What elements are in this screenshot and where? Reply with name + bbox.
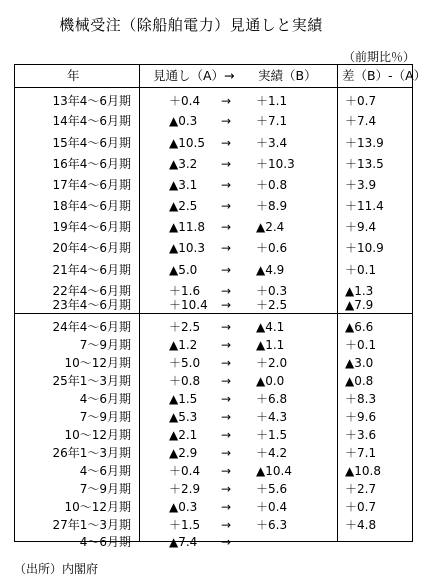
diff-cell: ＋7.4 [345, 114, 377, 128]
diff-cell: ＋13.9 [345, 136, 384, 150]
actual-cell: ＋1.5 [256, 428, 288, 442]
forecast-cell: ▲10.3 [169, 241, 205, 255]
actual-cell: ＋0.4 [256, 500, 288, 514]
forecast-cell: ▲0.3 [169, 500, 198, 514]
forecast-cell: ▲1.5 [169, 392, 198, 406]
diff-cell: ▲3.0 [345, 356, 374, 370]
actual-cell: ＋4.3 [256, 410, 288, 424]
header-year: 年 [67, 68, 80, 83]
arrow-cell: → [221, 157, 232, 171]
arrow-cell: → [221, 320, 232, 334]
diff-cell: ＋0.7 [345, 500, 377, 514]
forecast-cell: ▲11.8 [169, 220, 205, 234]
diff-cell: ▲10.8 [345, 464, 381, 478]
diff-cell: ＋8.3 [345, 392, 377, 406]
period-cell: 4～6月期 [79, 535, 131, 549]
forecast-cell: ＋0.4 [169, 94, 201, 108]
period-cell: 10～12月期 [64, 500, 131, 514]
actual-cell: ＋0.6 [256, 241, 288, 255]
arrow-cell: → [221, 220, 232, 234]
period-cell: 16年4～6月期 [52, 157, 131, 171]
forecast-cell: ▲2.1 [169, 428, 198, 442]
arrow-cell: → [221, 482, 232, 496]
forecast-cell: ▲1.2 [169, 338, 198, 352]
diff-cell: ▲6.6 [345, 320, 374, 334]
period-cell: 4～6月期 [79, 464, 131, 478]
arrow-cell: → [221, 535, 232, 549]
period-cell: 7～9月期 [79, 410, 131, 424]
actual-cell: ＋4.2 [256, 446, 288, 460]
forecast-cell: ＋2.9 [169, 482, 201, 496]
header-arrow: → [224, 68, 235, 83]
forecast-cell: ＋1.6 [169, 284, 201, 298]
period-cell: 7～9月期 [79, 338, 131, 352]
arrow-cell: → [221, 178, 232, 192]
period-cell: 18年4～6月期 [52, 199, 131, 213]
forecast-cell: ▲0.3 [169, 114, 198, 128]
arrow-cell: → [221, 94, 232, 108]
arrow-cell: → [221, 518, 232, 532]
actual-cell: ＋2.0 [256, 356, 288, 370]
period-cell: 14年4～6月期 [52, 114, 131, 128]
diff-cell: ＋3.6 [345, 428, 377, 442]
arrow-cell: → [221, 392, 232, 406]
forecast-cell: ▲3.1 [169, 178, 198, 192]
arrow-cell: → [221, 114, 232, 128]
forecast-cell: ▲5.0 [169, 263, 198, 277]
diff-cell: ▲0.8 [345, 374, 374, 388]
header-diff: 差（B）-（A） [342, 68, 427, 83]
arrow-cell: → [221, 241, 232, 255]
actual-cell: ＋5.6 [256, 482, 288, 496]
forecast-cell: ＋10.4 [169, 298, 208, 312]
section-divider [15, 313, 412, 314]
arrow-cell: → [221, 199, 232, 213]
forecast-cell: ▲5.3 [169, 410, 198, 424]
actual-cell: ＋1.1 [256, 94, 288, 108]
actual-cell: ▲2.4 [256, 220, 285, 234]
period-cell: 10～12月期 [64, 428, 131, 442]
actual-cell: ＋0.3 [256, 284, 288, 298]
forecast-cell: ＋2.5 [169, 320, 201, 334]
actual-cell: ＋6.3 [256, 518, 288, 532]
arrow-cell: → [221, 374, 232, 388]
period-cell: 25年1～3月期 [52, 374, 131, 388]
period-cell: 15年4～6月期 [52, 136, 131, 150]
diff-cell: ＋4.8 [345, 518, 377, 532]
actual-cell: ▲4.9 [256, 263, 285, 277]
actual-cell: ▲1.1 [256, 338, 285, 352]
forecast-cell: ＋1.5 [169, 518, 201, 532]
header-divider [15, 87, 412, 88]
arrow-cell: → [221, 298, 232, 312]
arrow-cell: → [221, 136, 232, 150]
forecast-cell: ＋0.4 [169, 464, 201, 478]
arrow-cell: → [221, 428, 232, 442]
actual-cell: ▲0.0 [256, 374, 285, 388]
period-cell: 21年4～6月期 [52, 263, 131, 277]
forecast-cell: ＋5.0 [169, 356, 201, 370]
period-cell: 23年4～6月期 [52, 298, 131, 312]
column-divider [337, 65, 338, 541]
actual-cell: ＋7.1 [256, 114, 288, 128]
actual-cell: ＋3.4 [256, 136, 288, 150]
diff-cell: ＋0.1 [345, 263, 377, 277]
unit-label: （前期比％） [342, 50, 415, 64]
diff-cell: ＋9.6 [345, 410, 377, 424]
period-cell: 13年4～6月期 [52, 94, 131, 108]
period-cell: 19年4～6月期 [52, 220, 131, 234]
actual-cell: ＋2.5 [256, 298, 288, 312]
arrow-cell: → [221, 446, 232, 460]
arrow-cell: → [221, 338, 232, 352]
diff-cell: ＋10.9 [345, 241, 384, 255]
period-cell: 24年4～6月期 [52, 320, 131, 334]
period-cell: 4～6月期 [79, 392, 131, 406]
diff-cell: ▲7.9 [345, 298, 374, 312]
period-cell: 22年4～6月期 [52, 284, 131, 298]
diff-cell: ＋0.1 [345, 338, 377, 352]
arrow-cell: → [221, 500, 232, 514]
forecast-cell: ＋0.8 [169, 374, 201, 388]
diff-cell: ＋3.9 [345, 178, 377, 192]
period-cell: 20年4～6月期 [52, 241, 131, 255]
diff-cell: ＋11.4 [345, 199, 384, 213]
diff-cell: ＋2.7 [345, 482, 377, 496]
forecast-cell: ▲3.2 [169, 157, 198, 171]
actual-cell: ＋10.3 [256, 157, 295, 171]
arrow-cell: → [221, 263, 232, 277]
period-cell: 7～9月期 [79, 482, 131, 496]
forecast-cell: ▲7.4 [169, 535, 198, 549]
diff-cell: ＋13.5 [345, 157, 384, 171]
forecast-cell: ▲10.5 [169, 136, 205, 150]
column-divider [139, 65, 140, 541]
source-note: （出所）内閣府 [14, 562, 99, 576]
arrow-cell: → [221, 410, 232, 424]
actual-cell: ▲4.1 [256, 320, 285, 334]
actual-cell: ＋8.9 [256, 199, 288, 213]
header-forecast: 見通し（A） [153, 68, 225, 83]
diff-cell: ▲1.3 [345, 284, 374, 298]
actual-cell: ▲10.4 [256, 464, 292, 478]
period-cell: 27年1～3月期 [52, 518, 131, 532]
arrow-cell: → [221, 464, 232, 478]
arrow-cell: → [221, 356, 232, 370]
diff-cell: ＋7.1 [345, 446, 377, 460]
document-title: 機械受注（除船舶電力）見通しと実績 [59, 16, 323, 34]
period-cell: 10～12月期 [64, 356, 131, 370]
forecast-cell: ▲2.5 [169, 199, 198, 213]
diff-cell: ＋9.4 [345, 220, 377, 234]
diff-cell: ＋0.7 [345, 94, 377, 108]
arrow-cell: → [221, 284, 232, 298]
forecast-actual-table [14, 64, 427, 549]
actual-cell: ＋0.8 [256, 178, 288, 192]
period-cell: 26年1～3月期 [52, 446, 131, 460]
header-actual: 実績（B） [258, 68, 317, 83]
forecast-cell: ▲2.9 [169, 446, 198, 460]
actual-cell: ＋6.8 [256, 392, 288, 406]
period-cell: 17年4～6月期 [52, 178, 131, 192]
